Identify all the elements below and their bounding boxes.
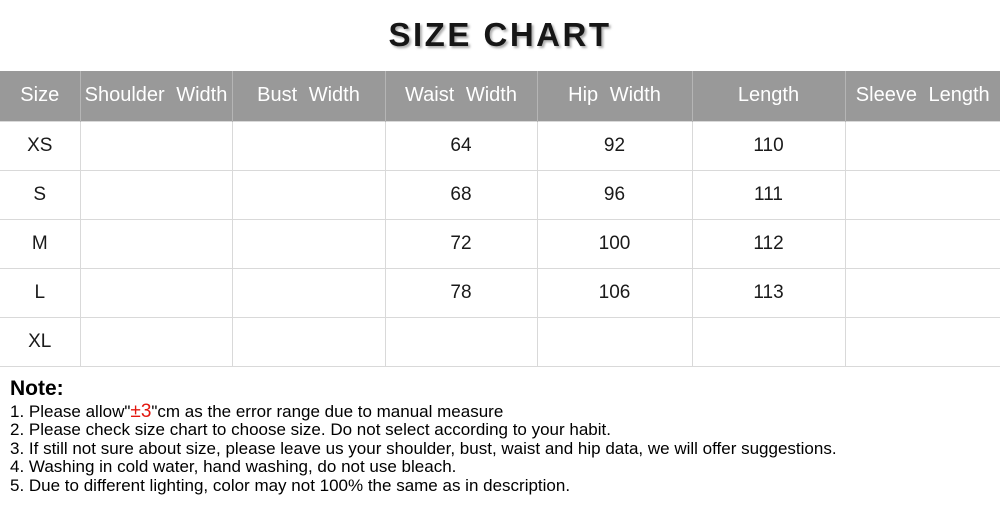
cell-shoulder <box>80 121 232 170</box>
cell-sleeve <box>845 317 1000 366</box>
table-row-l <box>0 268 1000 317</box>
column-header-hip: Hip Width <box>537 71 692 121</box>
cell-waist: 64 <box>385 121 537 170</box>
cell-length: 113 <box>692 268 845 317</box>
cell-bust <box>232 121 385 170</box>
size-table <box>0 71 1000 367</box>
column-header-size: Size <box>0 71 80 121</box>
cell-sleeve <box>845 121 1000 170</box>
note-item-1-tolerance: ±3 <box>130 400 152 422</box>
table-row-xl <box>0 317 1000 366</box>
note-section <box>0 377 1000 496</box>
cell-size: XS <box>0 121 80 170</box>
note-item-4: 4. Washing in cold water, hand washing, do not use bleach. <box>10 457 457 476</box>
column-header-sleeve: Sleeve Length <box>845 71 1000 121</box>
cell-sleeve <box>845 170 1000 219</box>
cell-length: 111 <box>692 170 845 219</box>
cell-sleeve <box>845 268 1000 317</box>
cell-waist: 78 <box>385 268 537 317</box>
cell-bust <box>232 219 385 268</box>
cell-size: L <box>0 268 80 317</box>
cell-shoulder <box>80 219 232 268</box>
cell-waist <box>385 317 537 366</box>
header-row <box>0 71 1000 121</box>
cell-size: M <box>0 219 80 268</box>
cell-size: S <box>0 170 80 219</box>
size-table-header <box>0 71 1000 121</box>
cell-hip: 106 <box>537 268 692 317</box>
table-row-m <box>0 219 1000 268</box>
cell-length: 110 <box>692 121 845 170</box>
cell-shoulder <box>80 317 232 366</box>
cell-length: 112 <box>692 219 845 268</box>
cell-hip: 92 <box>537 121 692 170</box>
note-item-1-suffix: "cm as the error range due to manual measure <box>151 401 504 421</box>
cell-sleeve <box>845 219 1000 268</box>
cell-shoulder <box>80 268 232 317</box>
column-header-waist: Waist Width <box>385 71 537 121</box>
column-header-length: Length <box>692 71 845 121</box>
table-row-s <box>0 170 1000 219</box>
column-header-bust: Bust Width <box>232 71 385 121</box>
cell-hip: 96 <box>537 170 692 219</box>
cell-shoulder <box>80 170 232 219</box>
cell-bust <box>232 268 385 317</box>
note-item-1-prefix: 1. Please allow" <box>10 401 131 421</box>
cell-length <box>692 317 845 366</box>
note-item-5: 5. Due to different lighting, color may not 100% the same as in description. <box>10 475 571 495</box>
note-heading: Note: <box>10 376 64 400</box>
cell-size: XL <box>0 317 80 366</box>
table-row-xs <box>0 121 1000 170</box>
page-title: SIZE CHART <box>388 16 612 53</box>
cell-waist: 68 <box>385 170 537 219</box>
cell-bust <box>232 317 385 366</box>
cell-bust <box>232 170 385 219</box>
column-header-shoulder: Shoulder Width <box>80 71 232 121</box>
cell-hip: 100 <box>537 219 692 268</box>
cell-waist: 72 <box>385 219 537 268</box>
size-table-body <box>0 121 1000 366</box>
note-item-3: 3. If still not sure about size, please leave us your shoulder, bust, waist and hip data, we will offer suggestions. <box>10 438 837 458</box>
note-item-1 <box>10 400 1000 422</box>
cell-hip <box>537 317 692 366</box>
note-item-2: 2. Please check size chart to choose size. Do not select according to your habit. <box>10 420 611 439</box>
